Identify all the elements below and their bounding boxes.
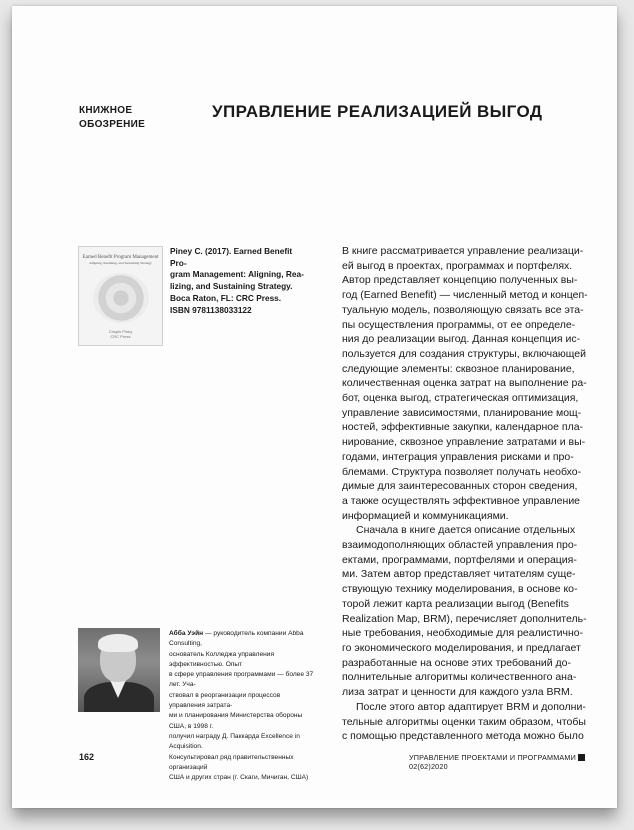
journal-issue: 02(62)2020 (409, 762, 448, 771)
text-line: тельные алгоритмы оценки таким образом, чтобы (342, 715, 586, 728)
paragraph-1 (342, 244, 592, 523)
journal-name: УПРАВЛЕНИЕ ПРОЕКТАМИ И ПРОГРАММАМИ (409, 753, 576, 762)
text-line: а также осуществлять эффективное управление (342, 494, 581, 507)
text-line: разработанные на основе этих требований до- (342, 656, 572, 669)
cover-subtitle: Aligning, Realizing, and Sustaining Strategy (89, 261, 152, 265)
text-line: пользуется для создания структуры, включающей (342, 347, 587, 360)
text-line: полнительные алгоритмы количественного ана- (342, 671, 577, 684)
text-line: ностей, эффективные закупки, календарное пла- (342, 421, 584, 434)
text-line: ния до реализации выгод. Данная концепция ис- (342, 333, 581, 346)
bio-line: ми и планирования Министерства обороны США, в 1998 г. (169, 712, 303, 730)
book-citation (170, 246, 310, 316)
text-line: количественная оценка затрат на выполнение ра- (342, 377, 587, 390)
text-line: год (Earned Benefit) — численный метод и концеп- (342, 289, 588, 302)
review-body (342, 244, 592, 744)
text-line: Автор представляет концепцию полученных вы- (342, 274, 578, 287)
text-line: туальную модель, позволяющую связать все эта- (342, 303, 584, 316)
section-label-line-1: КНИЖНОЕ (79, 105, 133, 116)
author-bio (169, 629, 317, 783)
article-title: УПРАВЛЕНИЕ РЕАЛИЗАЦИЕЙ ВЫГОД (212, 102, 543, 121)
text-line: торой лежит карта реализации выгод (Benefits (342, 597, 569, 610)
text-line: управление зависимостями, планирование мощ- (342, 406, 582, 419)
cover-publisher: CRC Press (110, 334, 131, 339)
text-line: го экономического моделирования, и предлагает (342, 641, 581, 654)
bio-line: основатель Колледжа управления эффективностью. Опыт (169, 650, 275, 668)
author-name: Абба Уэйн (169, 630, 204, 637)
section-label (79, 104, 145, 132)
author-photo (78, 628, 160, 712)
text-line: Realization Map, BRM), перечисляет дополнитель- (342, 612, 587, 625)
text-line: взаимодополняющих областей управления про- (342, 539, 578, 552)
text-line: ектами, программами, портфелями и операция- (342, 553, 577, 566)
bio-line: ствовал в реорганизации процессов управления затрата- (169, 691, 281, 710)
text-line: После этого автор адаптирует BRM и дополни- (356, 700, 586, 713)
text-line: бот, оценка выгод, стратегическая оптимизация, (342, 392, 579, 405)
text-line: нирование, сквозное управление затратами и вы- (342, 436, 586, 449)
journal-footer (409, 753, 617, 771)
text-line: ные требования, необходимые для реалистично- (342, 627, 584, 640)
paragraph-2 (342, 523, 592, 699)
text-line: годами, интеграция управления рисками и про- (342, 450, 574, 463)
text-line: В книге рассматривается управление реализаци- (342, 245, 584, 257)
text-line: блемами. Структура позволяет получать необхо- (342, 465, 582, 478)
separator-square-icon (578, 754, 585, 761)
page-number: 162 (79, 752, 95, 762)
magazine-page (12, 6, 617, 808)
book-info-line: Boca Raton, FL: CRC Press. (170, 292, 282, 303)
paragraph-3 (342, 700, 592, 744)
text-line: ми. Затем автор представляет читателям суще- (342, 568, 576, 581)
text-line: информацией и коммуникациями. (342, 509, 509, 522)
cover-title: Earned Benefit Program Management (82, 255, 159, 260)
book-info-line: ISBN 9781138033122 (170, 304, 252, 315)
bio-line: — руководитель компании Abba Consulting, (169, 630, 304, 648)
text-line: димые для заинтересованных сторон сведения, (342, 480, 578, 493)
bio-line: получил награду Д. Паккарда Excellence in Acquisition. (169, 732, 300, 751)
text-line: ствующую технику моделирования, в основе ко- (342, 583, 578, 596)
text-line: с помощью представленного метода можно было (342, 730, 584, 743)
book-info-line: Piney C. (2017). Earned Benefit Pro- (170, 246, 293, 268)
bio-line: Консультировал ряд правительственных организаций (169, 753, 294, 771)
text-line: ей выгод в проектах, программах и портфелях. (342, 259, 573, 272)
text-line: Сначала в книге дается описание отдельных (356, 524, 576, 537)
bio-line: в сфере управления программами — более 37 лет. Уча- (169, 671, 314, 689)
text-line: пы осуществления программы, от ее определе- (342, 318, 576, 331)
cover-author: Crispin Piney (108, 329, 133, 334)
book-cover-image (78, 246, 163, 346)
text-line: лиза затрат и ценности для каждого узла BRM. (342, 686, 573, 699)
bio-line: США и других стран (г. Скаги, Мичиган, США) (169, 774, 309, 782)
book-info-line: gram Management: Aligning, Rea- (170, 269, 304, 280)
cover-illustration (93, 273, 149, 323)
text-line: следующие элементы: сквозное планирование, (342, 362, 575, 375)
section-label-line-2: ОБОЗРЕНИЕ (79, 119, 146, 130)
book-info-line: lizing, and Sustaining Strategy. (170, 281, 293, 292)
